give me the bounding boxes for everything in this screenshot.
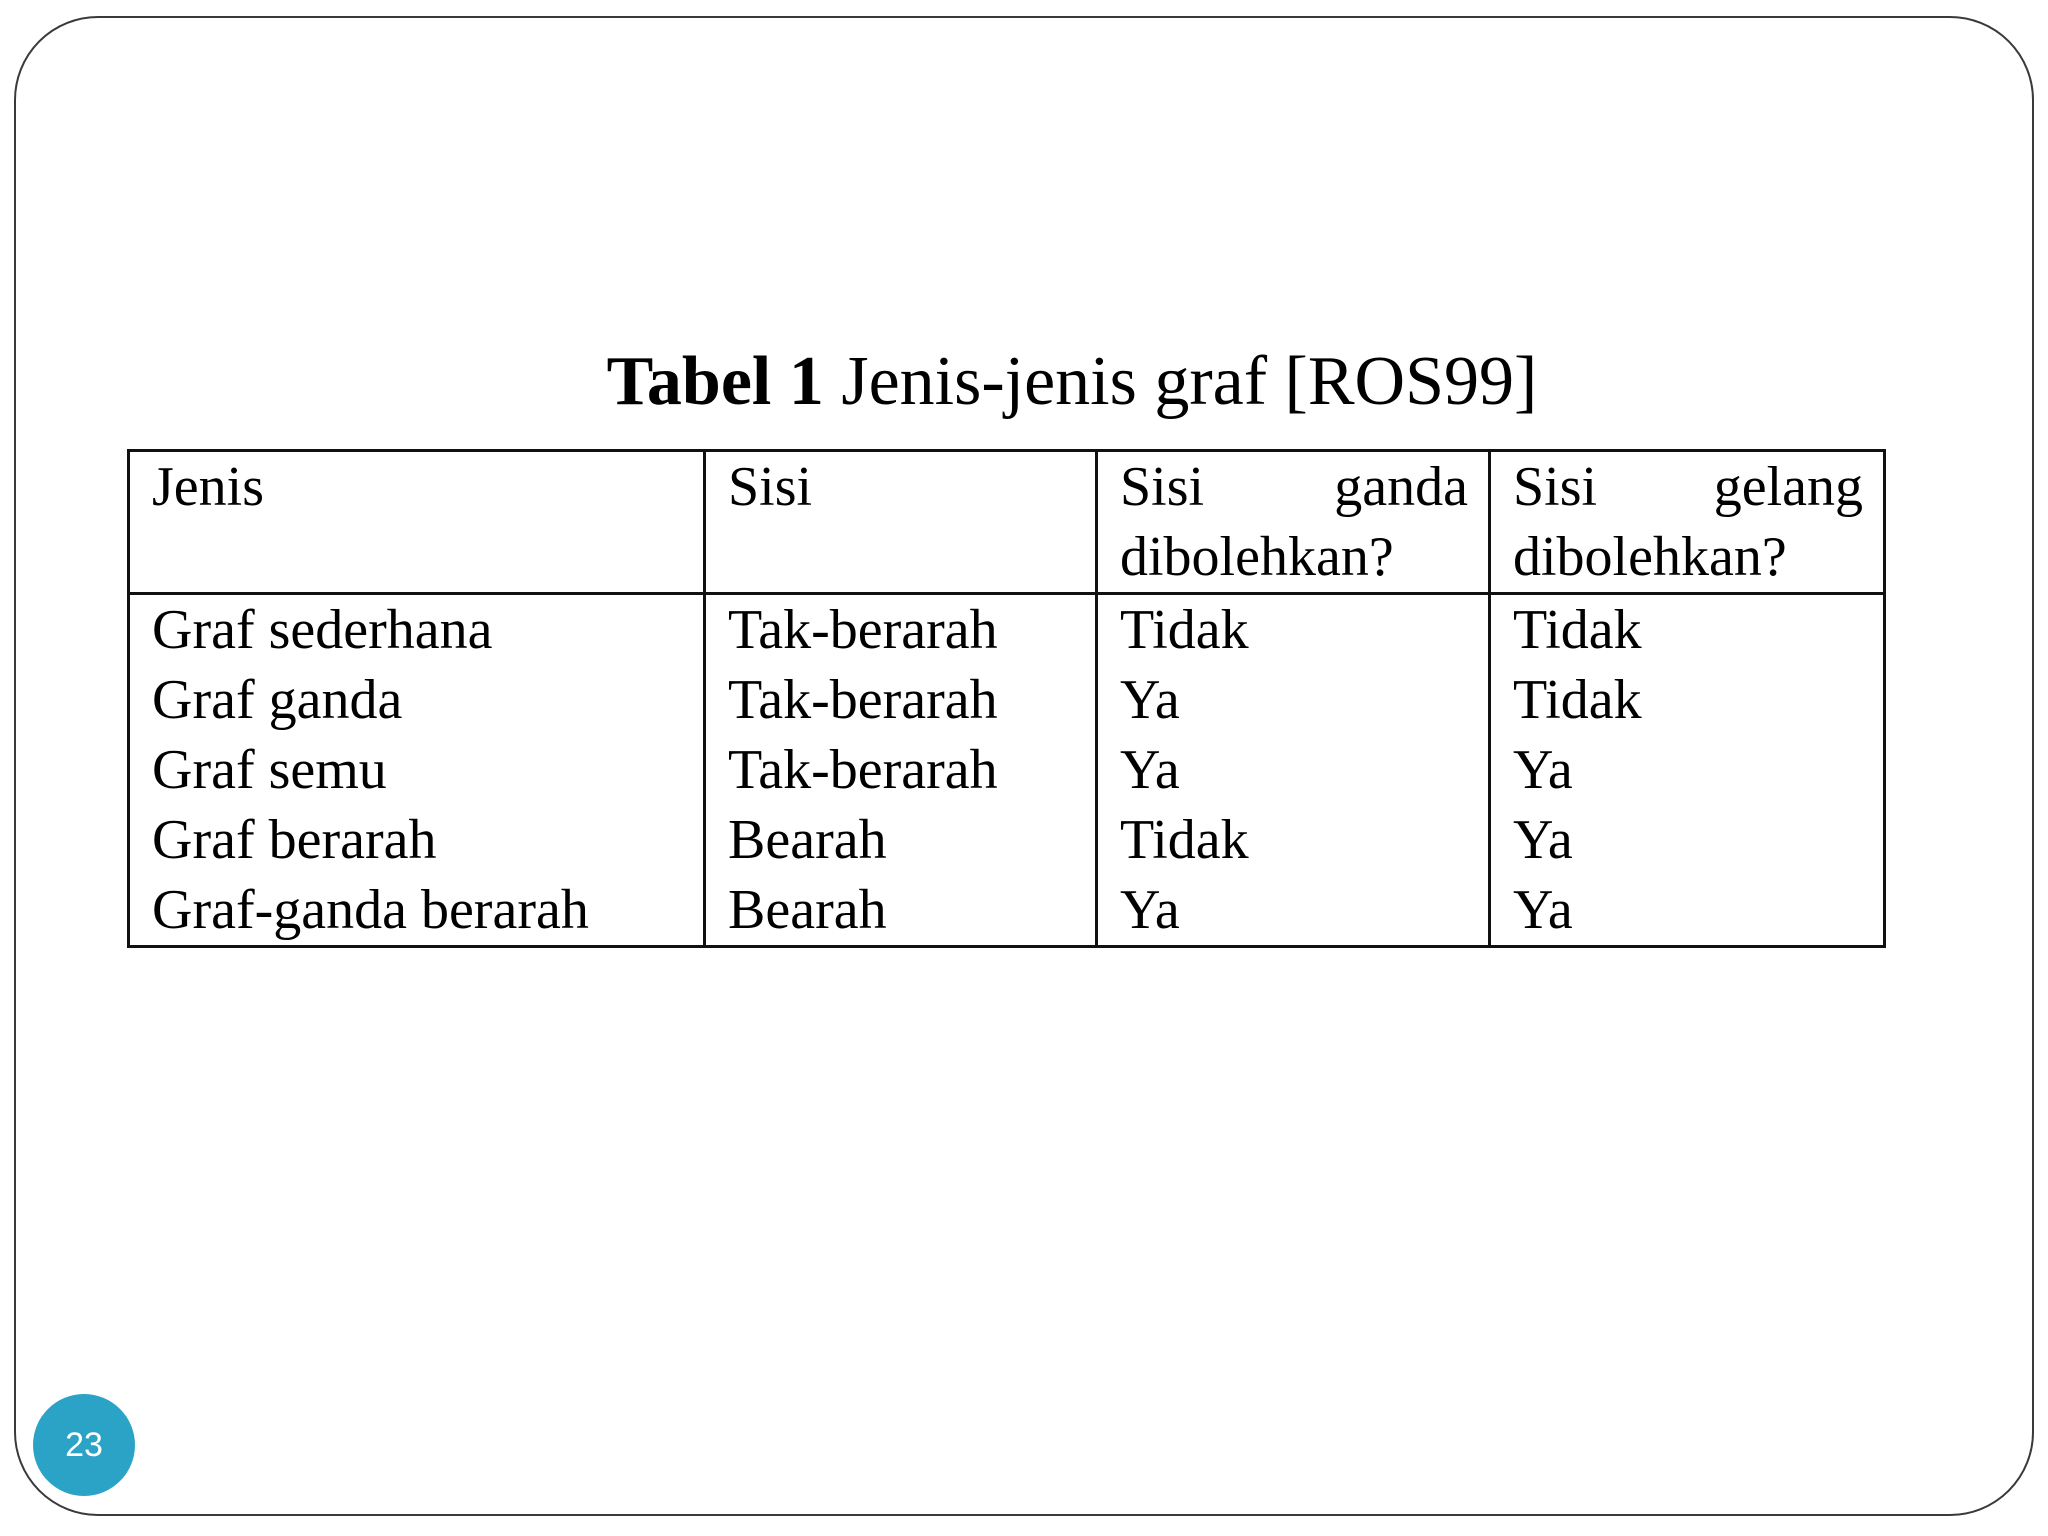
cell-sisi: Bearah: [705, 805, 1097, 875]
cell-sisi-ganda: Tidak: [1097, 594, 1490, 666]
cell-sisi-gelang: Ya: [1490, 875, 1885, 947]
cell-sisi: Tak-berarah: [705, 665, 1097, 735]
cell-sisi-ganda: Tidak: [1097, 805, 1490, 875]
table-row: [129, 875, 1885, 947]
cell-jenis: Graf-ganda berarah: [129, 875, 705, 947]
table-row: [129, 594, 1885, 666]
cell-sisi-gelang: Tidak: [1490, 665, 1885, 735]
cell-sisi: Bearah: [705, 875, 1097, 947]
header-cell-sisi-ganda: Sisi ganda dibolehkan?: [1097, 451, 1490, 594]
graph-types-table: [127, 449, 1886, 948]
table-row: [129, 805, 1885, 875]
cell-sisi: Tak-berarah: [705, 735, 1097, 805]
slide-number-badge: 23: [33, 1394, 135, 1496]
cell-sisi-gelang: Ya: [1490, 805, 1885, 875]
table-row: [129, 735, 1885, 805]
cell-sisi-ganda: Ya: [1097, 665, 1490, 735]
cell-jenis: Graf semu: [129, 735, 705, 805]
table-header-row: [129, 451, 1885, 594]
header-cell-sisi: Sisi: [705, 451, 1097, 594]
table-caption: [0, 342, 2048, 422]
cell-jenis: Graf sederhana: [129, 594, 705, 666]
header-cell-sisi-gelang: Sisi gelang dibolehkan?: [1490, 451, 1885, 594]
cell-jenis: Graf berarah: [129, 805, 705, 875]
caption-text: Jenis-jenis graf [ROS99]: [823, 343, 1538, 420]
cell-sisi: Tak-berarah: [705, 594, 1097, 666]
cell-sisi-gelang: Tidak: [1490, 594, 1885, 666]
header-cell-jenis: Jenis: [129, 451, 705, 594]
cell-sisi-ganda: Ya: [1097, 735, 1490, 805]
cell-sisi-gelang: Ya: [1490, 735, 1885, 805]
table-row: [129, 665, 1885, 735]
cell-sisi-ganda: Ya: [1097, 875, 1490, 947]
caption-label: Tabel 1: [606, 343, 824, 420]
cell-jenis: Graf ganda: [129, 665, 705, 735]
